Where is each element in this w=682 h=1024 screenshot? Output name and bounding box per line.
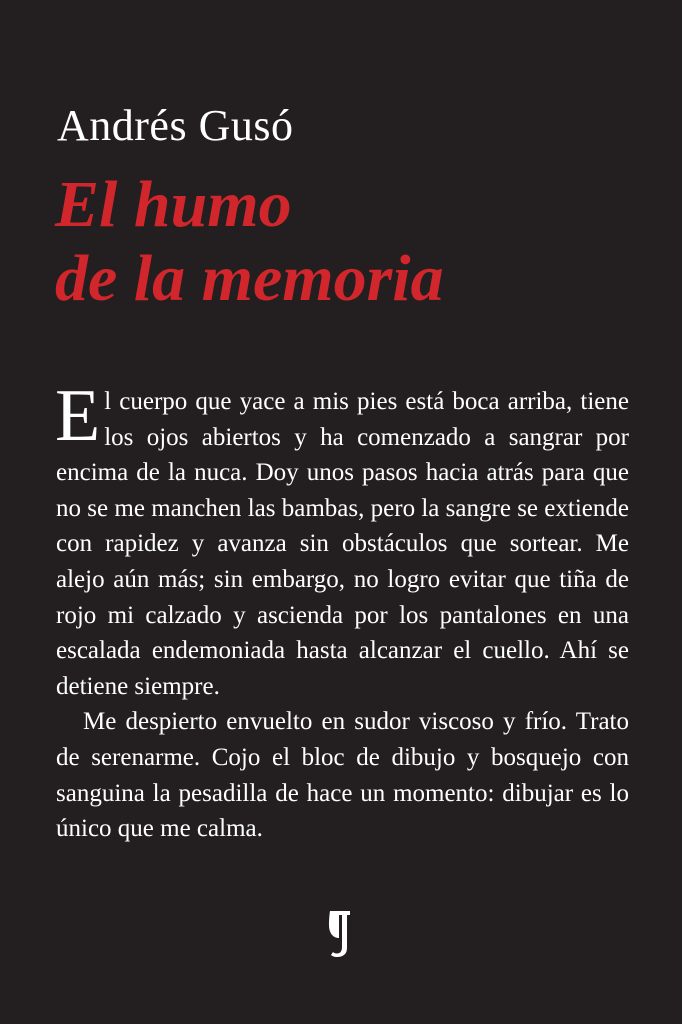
excerpt-paragraph-1 <box>55 375 629 704</box>
author-name: Andrés Gusó <box>57 101 294 150</box>
drop-cap: E <box>55 375 101 457</box>
book-title-line-1: El humo <box>55 168 292 241</box>
excerpt-paragraph-1-text: l cuerpo que yace a mis pies está boca arriba, tiene los ojos abiertos y ha comenzado a sangrar por encima de la nuca. Doy unos pasos hacia atrás para que no se me manchen las bambas, pero la sangre se extiende con rapidez y avanza sin obstáculos que sortear. Me alejo aún más; sin embargo, no logro evitar que tiña de rojo mi calzado y ascienda por los pantalones en una escalada endemoniada hasta alcanzar el cuello. Ahí se detiene siempre. <box>56 388 629 700</box>
book-title-line-2: de la memoria <box>55 242 444 315</box>
publisher-logo-icon <box>326 908 356 958</box>
excerpt-paragraph-2: Me despierto envuelto en sudor viscoso y frío. Trato de serenarme. Cojo el bloc de dibujo y bosquejo con sanguina la pesadilla de hace un momento: dibujar es lo único que me calma. <box>56 708 629 843</box>
excerpt-text <box>55 375 629 847</box>
book-title <box>55 168 444 316</box>
